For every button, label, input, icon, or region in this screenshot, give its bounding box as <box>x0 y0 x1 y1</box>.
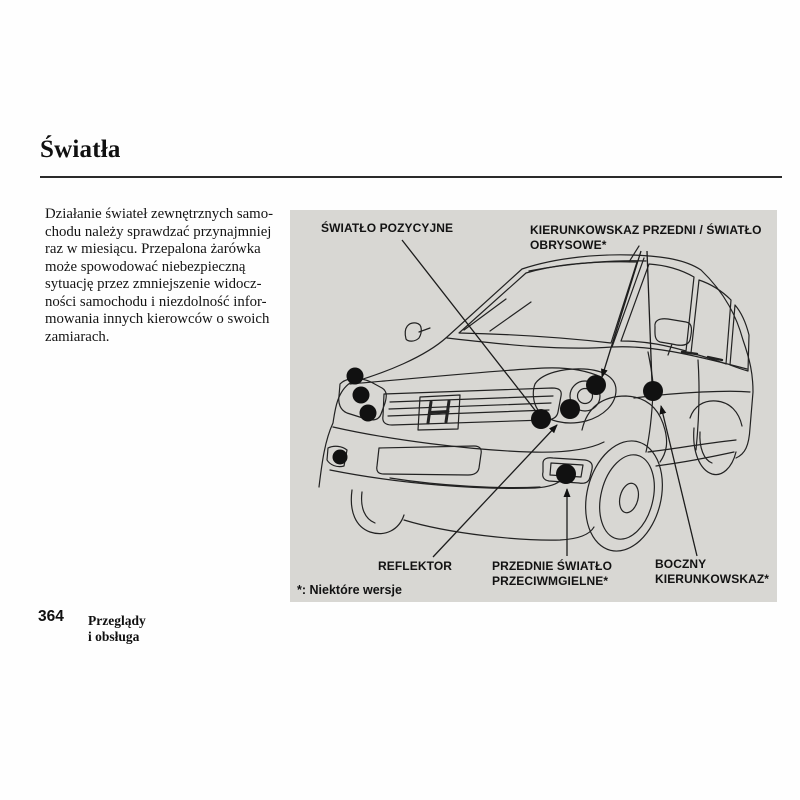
label-text: OBRYSOWE* <box>530 238 607 252</box>
label-headlight <box>378 559 452 574</box>
leader-side-marker <box>647 251 652 383</box>
section-title: Przeglądy i obsługa <box>88 613 146 644</box>
front-wheel <box>575 433 674 560</box>
car-illustration <box>290 210 777 602</box>
paragraph-line: raz w miesiącu. Przepalona żarówka <box>45 241 261 257</box>
label-text: PRZEDNIE ŚWIATŁO <box>492 559 613 573</box>
license-plate-recess <box>377 446 481 475</box>
front-bumper <box>333 427 604 452</box>
quarter-window <box>730 305 749 371</box>
label-front-turn-signal <box>530 223 762 253</box>
paragraph-line: ności samochodu i niezdolność infor- <box>45 293 267 310</box>
paragraph-line: sytuację przez zmniejszenie widocz- <box>45 276 262 292</box>
dot-front-fog <box>556 464 576 484</box>
page-title: Światła <box>40 136 121 163</box>
label-text: ŚWIATŁO POZYCYJNE <box>321 221 454 235</box>
dot-left-position <box>360 405 377 422</box>
page-number: 364 <box>38 608 64 625</box>
dot-left-highbeam <box>347 368 364 385</box>
paragraph-line: mowania innych kierowców o swoich <box>45 311 270 327</box>
leader-front-turn-signal <box>602 251 641 377</box>
paragraph-line: chodu należy sprawdzać przynajmniej <box>45 223 272 240</box>
dot-headlight <box>560 399 580 419</box>
dot-left-lowbeam <box>353 387 370 404</box>
rear-wheel <box>690 401 742 475</box>
label-text: PRZECIWMGIELNE* <box>492 574 609 588</box>
heading-divider <box>40 176 782 178</box>
leader-side-turn-signal <box>661 406 697 556</box>
paragraph-line: Działanie świateł zewnętrznych samo- <box>45 206 274 222</box>
paragraph-line: może spowodować niebezpieczną <box>45 258 246 275</box>
rear-door-window <box>691 280 731 364</box>
wipers <box>464 299 531 331</box>
label-text: KIERUNKOWSKAZ PRZEDNI / ŚWIATŁO <box>530 223 762 237</box>
dot-side-turn-signal <box>643 381 663 401</box>
front-left-wheel <box>351 490 404 534</box>
label-side-turn-signal <box>655 557 769 587</box>
label-position-light <box>321 221 453 236</box>
dot-left-fog <box>333 450 348 465</box>
dot-position-light <box>531 409 551 429</box>
label-text: REFLEKTOR <box>378 559 453 573</box>
lights-diagram <box>290 210 777 602</box>
leader-position-light <box>402 240 538 414</box>
label-front-fog <box>492 559 612 589</box>
label-text: BOCZNY <box>655 557 707 571</box>
label-text: KIERUNKOWSKAZ* <box>655 572 770 586</box>
paragraph-line: zamiarach. <box>45 328 110 345</box>
dot-front-turn-signal <box>586 375 606 395</box>
left-mirror <box>405 323 430 341</box>
intro-paragraph <box>45 206 290 346</box>
diagram-footnote: *: Niektóre wersje <box>297 583 402 597</box>
